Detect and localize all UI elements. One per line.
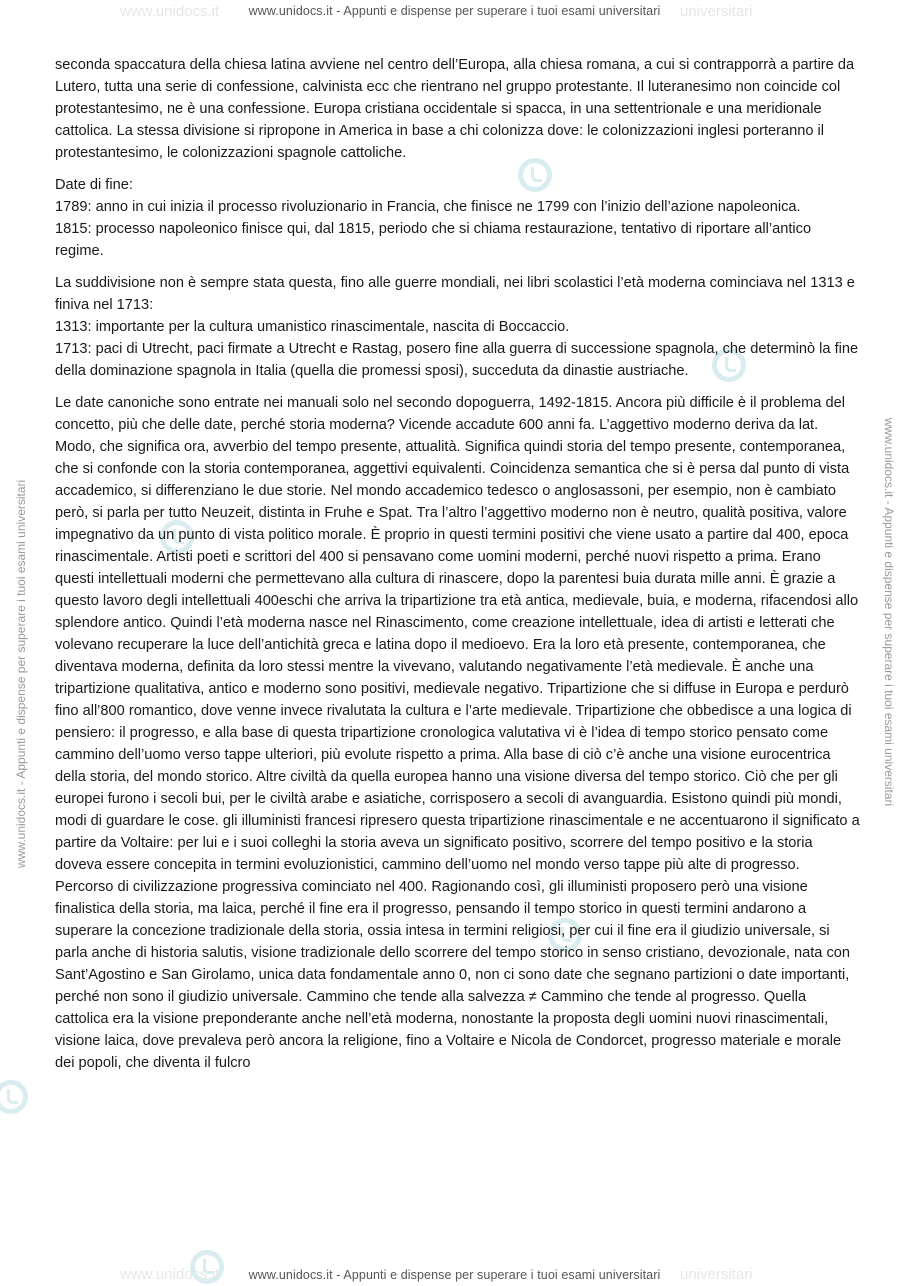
- header-banner[interactable]: www.unidocs.it - Appunti e dispense per superare i tuoi esami universitari: [248, 4, 661, 18]
- footer-banner[interactable]: www.unidocs.it - Appunti e dispense per superare i tuoi esami universitari: [248, 1268, 661, 1282]
- text-line: seconda spaccatura della chiesa latina avviene nel centro dell’Europa, alla chiesa romana, a cui si contrapporrà a partire da Lutero, tutta una serie di confessione, calvinista ecc che rientrano nel gruppo protestante. Il luteranesimo non coincide col protestantesimo, ne è una confessione. Europa cristiana occidentale si spacca, in una settentrionale e una meridionale cattolica. La stessa divisione si ripropone in America in base a chi colonizza dove: le colonizzazioni inglesi porteranno il protestantesimo, le colonizzazioni spagnole cattoliche.: [55, 57, 855, 161]
- paragraph: [55, 174, 860, 262]
- paragraph: [55, 54, 860, 164]
- text-line: Date di fine:: [55, 177, 133, 193]
- text-line: 1313: importante per la cultura umanistico rinascimentale, nascita di Boccaccio.: [55, 319, 570, 335]
- text-line: Le date canoniche sono entrate nei manuali solo nel secondo dopoguerra, 1492-1815. Ancora più difficile è il problema del concetto, più che delle date, perché storia moderna? Vicende accadute 600 anni fa. L’aggettivo moderno deriva da lat. Modo, che significa ora, avverbio del tempo presente, attualità. Significa quindi storia del tempo presente, contemporanea, che si confonde con la storia contemporanea, aggettivi equivalenti. Coincidenza semantica che si è persa dal punto di vista accademico, si differenziano le due storie. Nel mondo accademico tedesco o anglosassoni, per esempio, non è cambiato però, si parla per tutto Neuzeit, distinta in Fruhe e Spat. Tra l’altro l’aggettivo moderno non è neutro, qualità positiva, valore impegnativo da un punto di vista politico morale. È proprio in questi termini positivi che viene usato a partire dal 400, epoca rinascimentale. Artisti poeti e scrittori del 400 si pensavano come uomini moderni, perché nuovi rispetto a prima. Erano questi intellettuali moderni che permettevano alla cultura di rinascere, dopo la parentesi buia durata mille anni. È grazie a questo lavoro degli intellettuali 400eschi che arriva la tripartizione tra età antica, medievale, buia, e moderna, rifacendosi allo splendore antico. Quindi l’età moderna nasce nel Rinascimento, come creazione intellettuale, idea di artisti e letterati che volevano recuperare la luce dell’antichità greca e latina dopo il medioevo. Era la loro età presente, contemporanea, che diventava moderna, definita da loro stessi mentre la vivevano, valutando negativamente l’età medievale. È anche una tripartizione qualitativa, antico e moderno sono positivi, medievale negativo. Tripartizione che si diffuse in Europa e perdurò fino all’800 romantico, dove venne invece rivalutata la cultura e l’arte medievale. Tripartizione che obbedisce a una logica di pensiero: il progresso, e alla base di questa tripartizione cronologica valutativa vi è l’idea di tempo storico pensato come cammino dell’uomo verso tappe ulteriori, più evolute rispetto a prima. Alla base di ciò c’è anche una visione eurocentrica della storia, del mondo storico. Altre civiltà da quella europea hanno una visione diversa del tempo storico. Ciò che per gli europei furono i secoli bui, per le civiltà arabe e asiatiche, corrisposero a secoli di avanguardia. Esistono quindi più mondi, modi di guardare le cose. gli illuministi francesi ripresero questa tripartizione rinascimentale e ne accentuarono il significato a partire da Voltaire: per lui e i suoi colleghi la storia aveva un significato positivo, scorrere del tempo positivo e la storia doveva essere concepita in termini evoluzionistici, cammino dell’uomo nel mondo verso tappe più alte di progresso. Percorso di civilizzazione progressiva cominciato nel 400. Ragionando così, gli illuministi proposero però una visione finalistica della storia, ma laica, perché il fine era il progresso, pensando il tempo storico in questi termini andarono a superare la concezione tradizionale della storia, ossia intesa in termini religiosi, per cui il fine era il giudizio universale, si parla anche di historia salutis, visione tradizionale dello scorrere del tempo storico in senso cristiano, devozionale, nata con Sant’Agostino e San Girolamo, unica data fondamentale anno 0, non ci sono date che segnano partizioni o date importanti, perché non sono il giudizio universale. Cammino che tende alla salvezza ≠ Cammino che tende al progresso. Quella cattolica era la visione preponderante anche nell’età moderna, nonostante la proposta degli uomini nuovi rinascimentali, visione laica, dove prevaleva però ancora la religione, fino a Voltaire e Nicola de Condorcet, progresso materiale e morale dei popoli, che diventa il fulcro: [55, 395, 860, 1071]
- unidocs-logo-icon: [0, 1080, 28, 1114]
- watermark-text: universitari: [680, 3, 753, 20]
- document-body: [55, 54, 860, 1084]
- paragraph: [55, 392, 860, 1074]
- watermark-text: www.unidocs.it: [120, 1266, 220, 1283]
- side-banner-right[interactable]: www.unidocs.it - Appunti e dispense per superare i tuoi esami universitari: [882, 418, 896, 807]
- watermark-text: www.unidocs.it: [120, 3, 220, 20]
- side-banner-left[interactable]: www.unidocs.it - Appunti e dispense per superare i tuoi esami universitari: [14, 479, 28, 868]
- watermark-text: universitari: [680, 1266, 753, 1283]
- text-line: 1713: paci di Utrecht, paci firmate a Utrecht e Rastag, posero fine alla guerra di successione spagnola, che determinò la fine della dominazione spagnola in Italia (quella die promessi sposi), succeduta da dinastie austriache.: [55, 341, 859, 379]
- text-line: 1815: processo napoleonico finisce qui, dal 1815, periodo che si chiama restaurazione, tentativo di riportare all’antico regime.: [55, 221, 812, 259]
- text-line: 1789: anno in cui inizia il processo rivoluzionario in Francia, che finisce ne 1799 con l’inizio dell’azione napoleonica.: [55, 199, 801, 215]
- text-line: La suddivisione non è sempre stata questa, fino alle guerre mondiali, nei libri scolastici l’età moderna cominciava nel 1313 e finiva nel 1713:: [55, 275, 855, 313]
- paragraph: [55, 272, 860, 382]
